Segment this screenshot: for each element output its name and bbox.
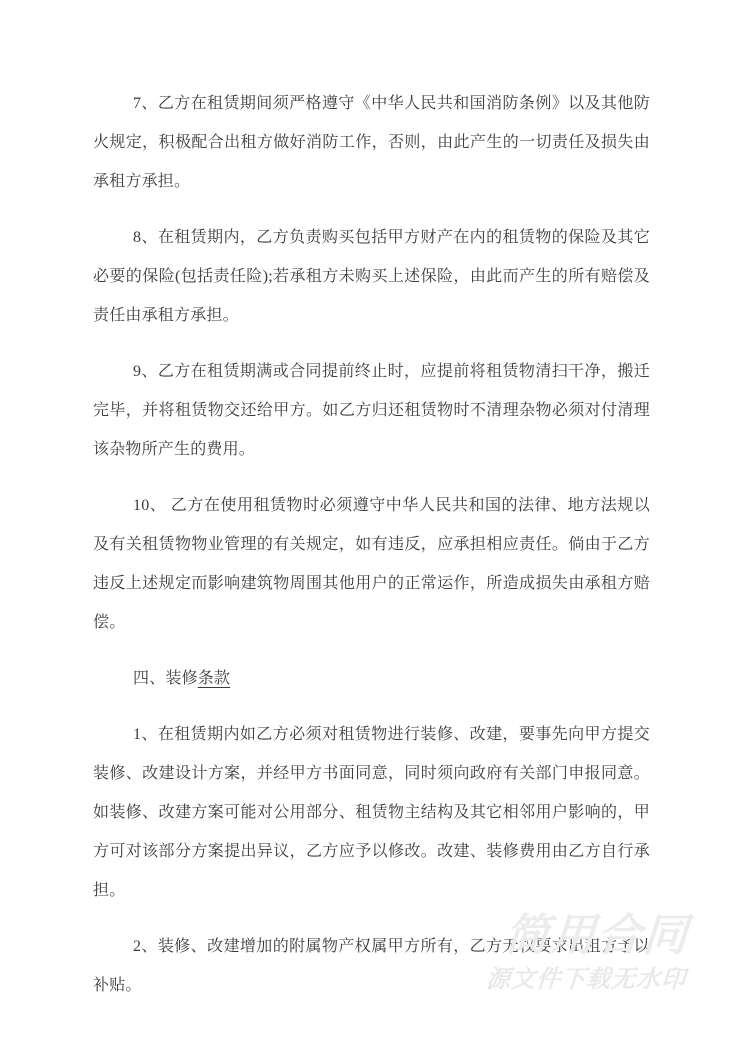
section-4-clause-1-paragraph: 1、在租赁期内如乙方必须对租赁物进行装修、改建，要事先向甲方提交装修、改建设计方案，并经甲方书面同意，同时须向政府有关部门申报同意。如装修、改建方案可能对公用部分、租赁物主结构及其它相邻用户影响的，甲方可对该部分方案提出异议，乙方应予以修改。改建、装修费用由乙方自行承担。 [93, 726, 650, 899]
section-4-heading-underlined-term: 条款 [197, 670, 231, 687]
watermark-tagline-text: 源文件下载无水印 [485, 965, 688, 993]
contract-body [93, 84, 650, 1005]
watermark-brand-text: 简用合同 [503, 910, 691, 961]
clause-9-paragraph: 9、乙方在租赁期满或合同提前终止时，应提前将租赁物清扫干净，搬迁完毕，并将租赁物交还给甲方。如乙方归还租赁物时不清理杂物必须对付清理该杂物所产生的费用。 [93, 363, 650, 458]
section-4-heading [93, 659, 650, 698]
clause-10-paragraph: 10、 乙方在使用租赁物时必须遵守中华人民共和国的法律、地方法规以及有关租赁物物业管理的有关规定，如有违反，应承担相应责任。倘由于乙方违反上述规定而影响建筑物周围其他用户的正常运作，所造成损失由承租方赔偿。 [93, 497, 650, 631]
section-4-heading-prefix: 四、装修 [133, 670, 198, 687]
clause-7-paragraph: 7、乙方在租赁期间须严格遵守《中华人民共和国消防条例》以及其他防火规定，积极配合出租方做好消防工作，否则，由此产生的一切责任及损失由承租方承担。 [93, 95, 650, 190]
clause-8-paragraph: 8、在租赁期内，乙方负责购买包括甲方财产在内的租赁物的保险及其它必要的保险(包括责任险);若承租方未购买上述保险，由此而产生的所有赔偿及责任由承租方承担。 [93, 229, 650, 324]
section-4-clause-2-paragraph: 2、装修、改建增加的附属物产权属甲方所有，乙方无权要求出租方予以补贴。 [93, 938, 650, 994]
